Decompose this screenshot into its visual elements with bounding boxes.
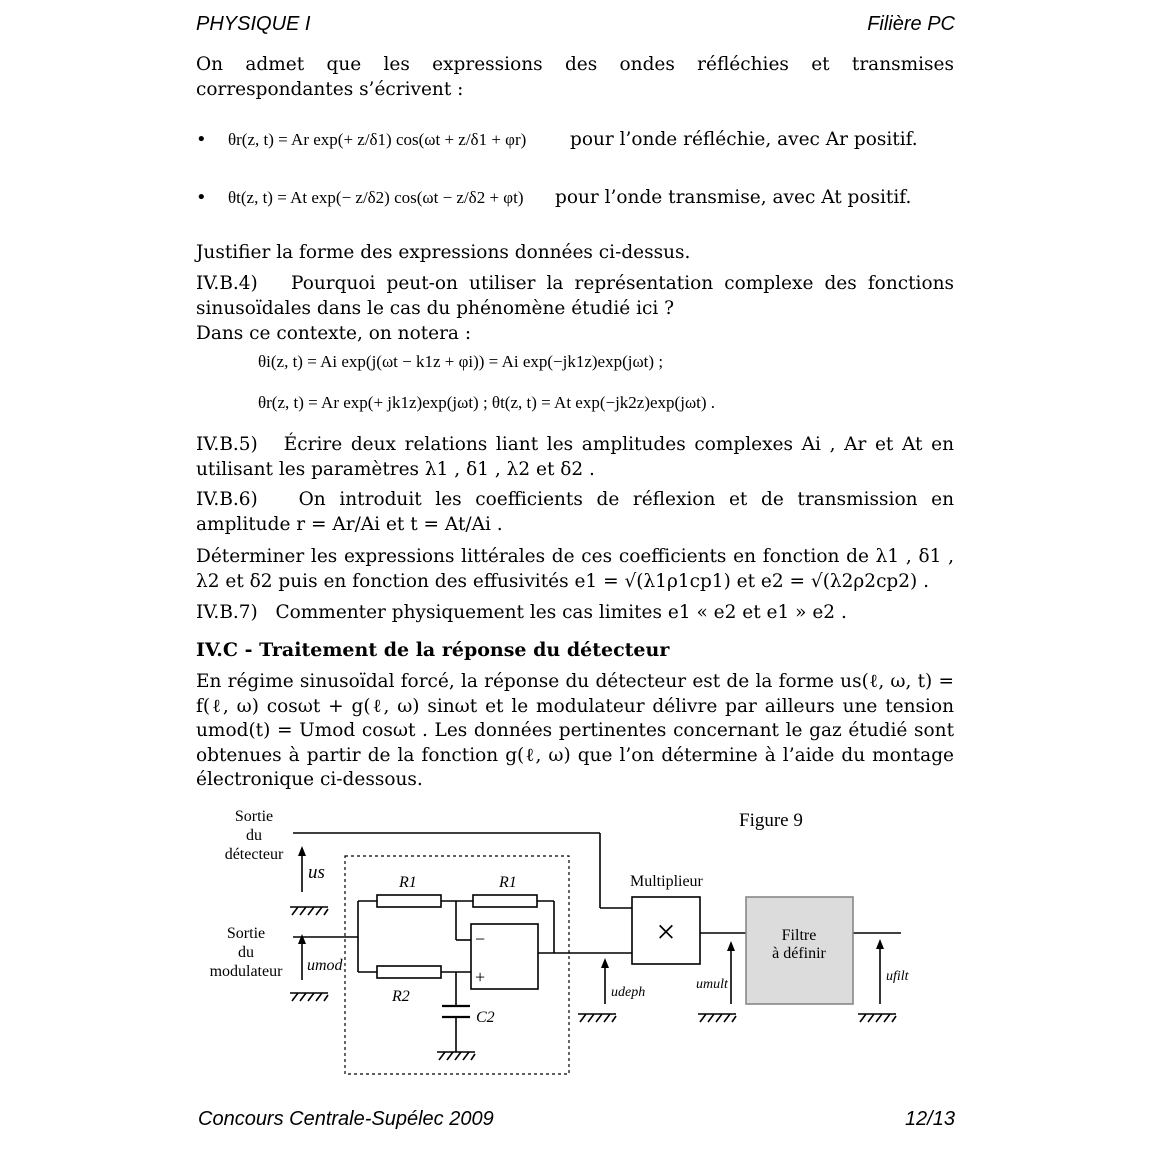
voltage-umult-label: umult [696, 977, 728, 992]
bullet-marker: • [196, 129, 207, 150]
footer-right: 12/13 [904, 1108, 955, 1130]
transmitted-wave-text: pour l’onde transmise, avec At positif. [555, 187, 912, 208]
section-heading: IV.C - Traitement de la réponse du détecteur [196, 639, 670, 661]
intro-paragraph: On admet que les expressions des ondes réfléchies et transmises correspondantes s’écrivent : [196, 54, 954, 100]
arrowhead-udeph [601, 958, 609, 968]
op-amp-minus: − [475, 929, 486, 949]
question-ivb5 [196, 433, 954, 482]
capacitor-c2-label: C2 [476, 1009, 495, 1026]
voltage-udeph-label: udeph [611, 985, 646, 1000]
voltage-us-label: us [308, 862, 325, 883]
arrowhead-umult [727, 941, 735, 951]
op-amp-plus: + [475, 967, 486, 987]
reflected-wave-formula: θr(z, t) = Ar exp(+ z/δ1) cos(ωt + z/δ1 + φr) [228, 130, 527, 149]
filter-label: Filtre [781, 927, 817, 944]
context-sentence: Dans ce contexte, on notera : [196, 323, 472, 344]
multiplier-label: Multiplieur [630, 873, 703, 890]
question-ivb4 [196, 272, 954, 321]
voltage-ufilt-label: ufilt [886, 969, 909, 984]
resistor-r1-right [473, 895, 537, 907]
resistor-r1-left-label: R1 [399, 874, 417, 891]
question-ivb6 [196, 488, 954, 537]
modulator-label: Sortie [226, 925, 266, 942]
footer-left: Concours Centrale-Supélec 2009 [198, 1108, 494, 1130]
arrowhead-ufilt [876, 939, 884, 949]
determine-paragraph: Déterminer les expressions littérales de ces coefficients en fonction de λ1 , δ1 , λ2 et δ2 puis en fonction des effusivités e1 = √(λ1ρ1cp1) et e2 = √(λ2ρ2cp2) . [196, 546, 954, 592]
detector-label: détecteur [224, 846, 284, 863]
circuit-diagram [180, 800, 940, 1085]
complex-incident-equation: θi(z, t) = Ai exp(j(ωt − k1z + φi)) = Ai exp(−jk1z)exp(jωt) ; [258, 352, 664, 371]
filter-label: à définir [772, 945, 826, 962]
detector-label: Sortie [234, 808, 274, 825]
justify-sentence: Justifier la forme des expressions données ci-dessus. [196, 242, 691, 263]
question-ivb7-label: IV.B.7) [196, 602, 258, 623]
arrowhead-umod [298, 934, 306, 944]
transmitted-wave-formula: θt(z, t) = At exp(− z/δ2) cos(ωt − z/δ2 + φt) [228, 188, 524, 207]
modulator-label: modulateur [209, 963, 283, 980]
question-ivb5-text: Écrire deux relations liant les amplitudes complexes Ai , Ar et At en utilisant les paramètres λ1 , δ1 , λ2 et δ2 . [196, 434, 954, 480]
question-ivb5-label: IV.B.5) [196, 434, 258, 455]
section-paragraph: En régime sinusoïdal forcé, la réponse du détecteur est de la forme us(ℓ, ω, t) = f(ℓ, ω) cosωt + g(ℓ, ω) sinωt et le modulateur délivre par ailleurs une tension umod(t) = Umod cosωt . Les données pertinentes concernant le gaz étudié sont obtenues à partir de la fonction g(ℓ, ω) que l’on détermine à l’aide du montage électronique ci-dessous. [196, 671, 954, 790]
phase-shifter-boundary [345, 856, 569, 1074]
detector-label: du [246, 827, 262, 844]
bullet-marker: • [196, 187, 207, 208]
resistor-r2-label: R2 [392, 988, 410, 1005]
multiplier-symbol: × [656, 914, 676, 951]
reflected-wave-text: pour l’onde réfléchie, avec Ar positif. [570, 129, 918, 150]
running-header-right: Filière PC [867, 13, 955, 35]
resistor-r1-left [377, 895, 441, 907]
question-ivb6-text: On introduit les coefficients de réflexion et de transmission en amplitude r = Ar/Ai et t = At/Ai . [196, 489, 954, 535]
question-ivb7 [196, 601, 847, 625]
question-ivb6-label: IV.B.6) [196, 489, 258, 510]
question-ivb7-text: Commenter physiquement les cas limites e1 « e2 et e1 » e2 . [275, 602, 847, 623]
resistor-r2 [377, 966, 441, 978]
resistor-r1-right-label: R1 [499, 874, 517, 891]
complex-reflected-transmitted-equation: θr(z, t) = Ar exp(+ jk1z)exp(jωt) ; θt(z, t) = At exp(−jk2z)exp(jωt) . [258, 393, 716, 412]
running-header-left: PHYSIQUE I [196, 13, 311, 35]
question-ivb4-text: Pourquoi peut-on utiliser la représentation complexe des fonctions sinusoïdales dans le cas du phénomène étudié ici ? [196, 273, 954, 319]
arrowhead-us [298, 846, 306, 856]
voltage-umod-label: umod [307, 957, 343, 974]
question-ivb4-label: IV.B.4) [196, 273, 258, 294]
figure-title: Figure 9 [739, 810, 803, 831]
modulator-label: du [238, 944, 254, 961]
